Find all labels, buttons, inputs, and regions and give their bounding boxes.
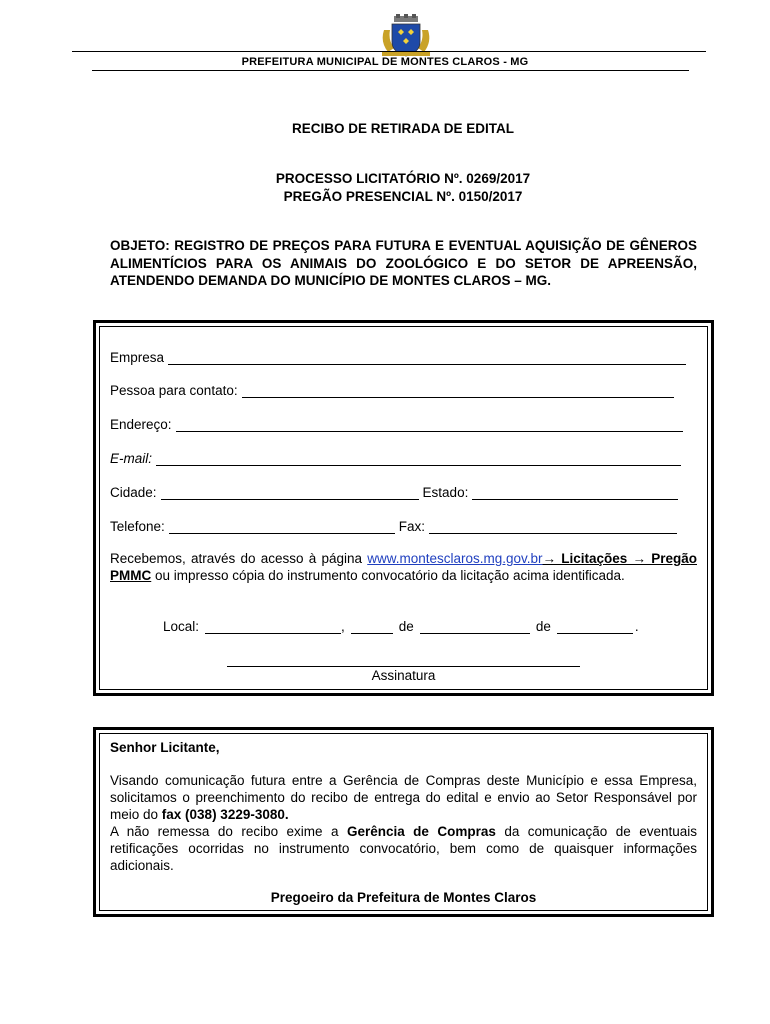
pregao-number: PREGÃO PRESENCIAL Nº. 0150/2017	[283, 189, 523, 204]
notice-p2-suffix: da comunicação de eventuais retificações ocorridas no instrumento convocatório, bem como de quaisquer informações adicionais.	[110, 824, 697, 873]
fax-field[interactable]	[429, 521, 677, 534]
date-period: .	[634, 619, 639, 634]
portal-nav-path[interactable]: → Licitações → Pregão PMMC	[110, 551, 697, 583]
processo-number: PROCESSO LICITATÓRIO Nº. 0269/2017	[275, 171, 531, 186]
header-bottom-rule	[92, 70, 689, 71]
day-field[interactable]	[351, 621, 393, 634]
notice-paragraph-1	[110, 772, 697, 823]
estado-label: Estado:	[422, 485, 469, 500]
cidade-label: Cidade:	[110, 485, 157, 500]
email-label: E-mail:	[110, 451, 153, 466]
signature-label: Assinatura	[371, 668, 436, 683]
notice-p2-prefix: A não remessa do recibo exime a	[110, 824, 347, 839]
empresa-row	[110, 350, 686, 365]
local-date-row	[163, 619, 639, 634]
cidade-field[interactable]	[161, 487, 419, 500]
endereco-field[interactable]	[176, 419, 683, 432]
endereco-row	[110, 417, 683, 432]
document-title: RECIBO DE RETIRADA DE EDITAL	[291, 121, 514, 136]
notice-fax-number: fax (038) 3229-3080.	[161, 807, 289, 822]
header-org-name: PREFEITURA MUNICIPAL DE MONTES CLAROS - MG	[241, 56, 529, 68]
fax-label: Fax:	[398, 519, 426, 534]
notice-salutation: Senhor Licitante,	[110, 740, 220, 755]
local-label: Local:	[163, 619, 200, 634]
contato-row	[110, 383, 674, 398]
notice-signoff: Pregoeiro da Prefeitura de Montes Claros	[270, 890, 537, 905]
de-label-2: de	[535, 619, 551, 634]
email-field[interactable]	[156, 453, 681, 466]
notice-gerencia: Gerência de Compras	[346, 824, 496, 839]
telefone-label: Telefone:	[110, 519, 165, 534]
month-field[interactable]	[420, 621, 530, 634]
receipt-prefix: Recebemos, através do acesso à página	[110, 551, 368, 566]
telefone-fax-row	[110, 519, 677, 534]
empresa-label: Empresa	[110, 350, 165, 365]
contato-label: Pessoa para contato:	[110, 383, 238, 398]
receipt-suffix: ou impresso cópia do instrumento convocatório da licitação acima identificada.	[151, 568, 625, 583]
objeto-paragraph: OBJETO: REGISTRO DE PREÇOS PARA FUTURA E EVENTUAL AQUISIÇÃO DE GÊNEROS ALIMENTÍCIOS PARA OS ANIMAIS DO ZOOLÓGICO E DO SETOR DE APREENSÃO, ATENDENDO DEMANDA DO MUNICÍPIO DE MONTES CLAROS – MG.	[110, 238, 697, 288]
signature-line[interactable]	[227, 666, 580, 667]
receipt-form-box	[93, 320, 714, 696]
notice-paragraph-2	[110, 823, 697, 874]
email-row	[110, 451, 681, 466]
header-top-rule	[72, 51, 706, 52]
local-field[interactable]	[205, 621, 341, 634]
contato-field[interactable]	[242, 385, 674, 398]
estado-field[interactable]	[472, 487, 678, 500]
de-label-1: de	[398, 619, 414, 634]
telefone-field[interactable]	[169, 521, 395, 534]
local-comma: ,	[341, 619, 345, 634]
cidade-estado-row	[110, 485, 678, 500]
receipt-statement	[110, 550, 697, 584]
year-field[interactable]	[557, 621, 633, 634]
endereco-label: Endereço:	[110, 417, 172, 432]
empresa-field[interactable]	[168, 352, 686, 365]
notice-p1-text: Visando comunicação futura entre a Gerência de Compras deste Município e essa Empresa, solicitamos o preenchimento do recibo de entrega do edital e envio ao Setor Responsável por meio do	[110, 773, 697, 822]
portal-link[interactable]: www.montesclaros.mg.gov.br	[367, 551, 543, 566]
